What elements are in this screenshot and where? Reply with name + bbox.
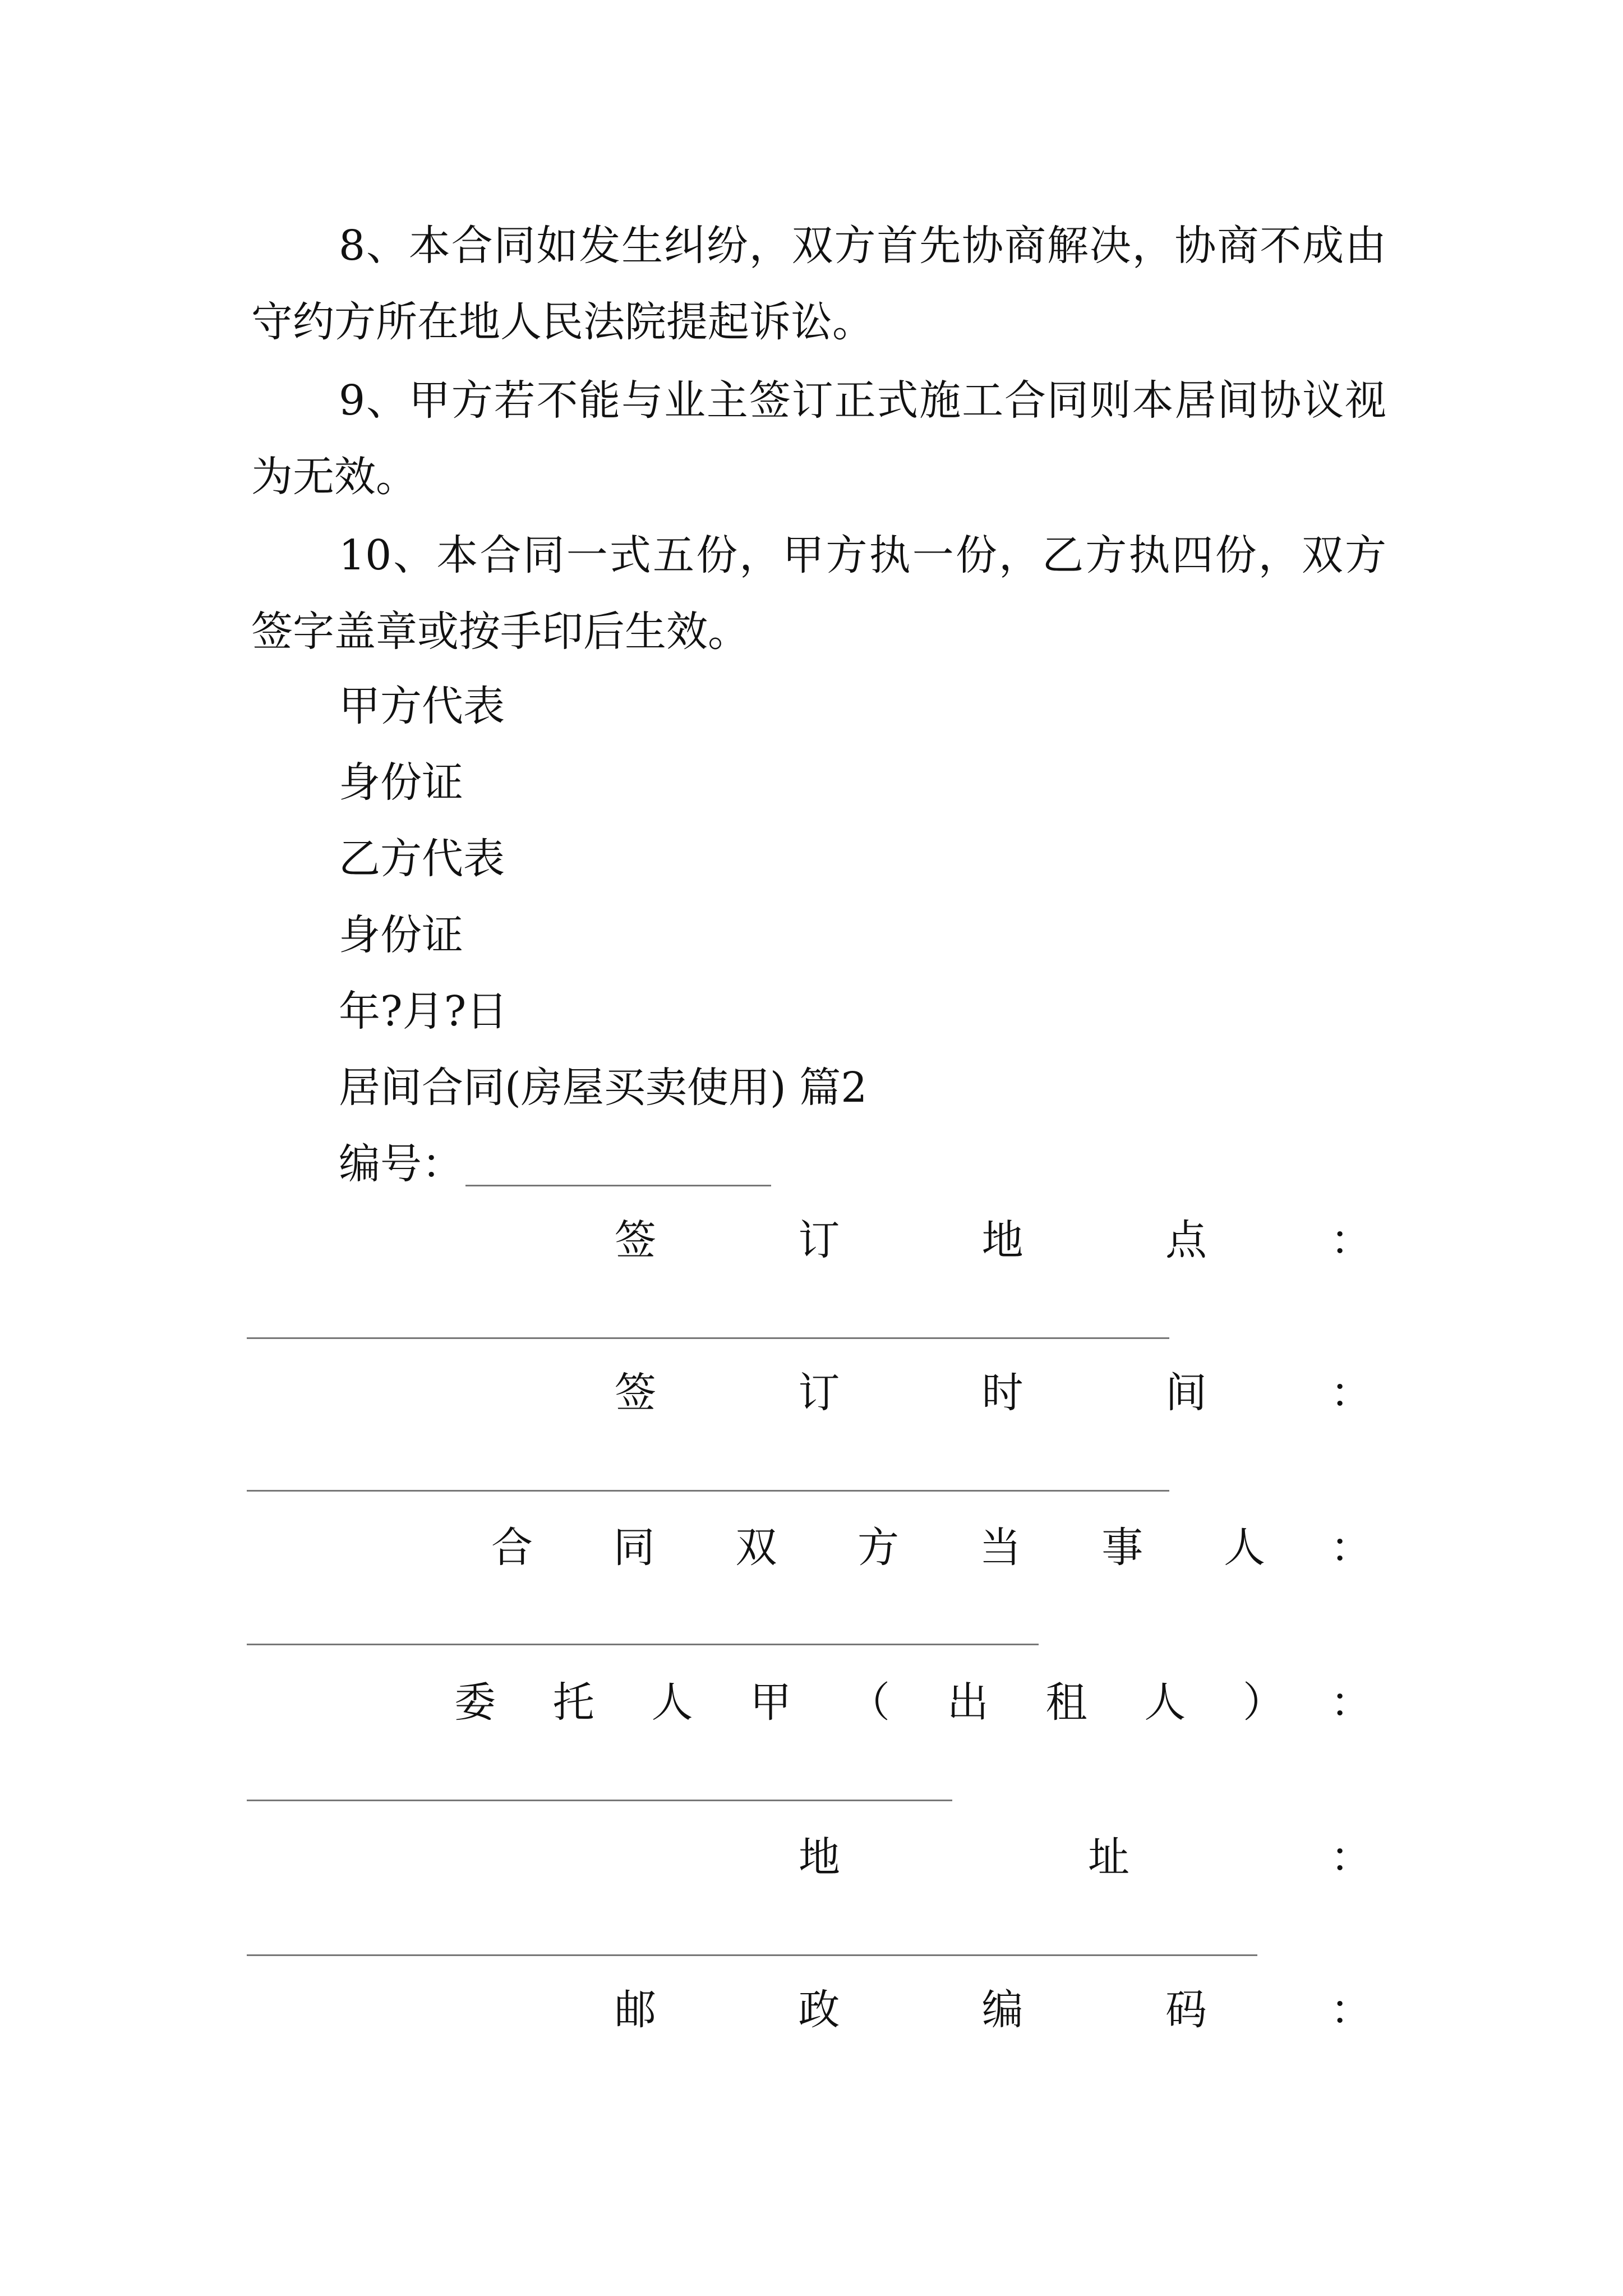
field-label-char: 同 xyxy=(613,1524,655,1572)
date-line: 年?月?日 xyxy=(339,987,508,1036)
field-label-char: 签 xyxy=(615,1216,656,1264)
field-label-char: 人 xyxy=(1223,1524,1265,1572)
field-label-char: 甲 xyxy=(750,1678,792,1727)
address-label xyxy=(799,1833,1129,1881)
section-2-title: 居间合同(房屋买卖使用) 篇2 xyxy=(339,1064,868,1112)
client-a-label xyxy=(454,1678,1284,1727)
postcode-colon: ： xyxy=(1330,1986,1372,2034)
field-label-char: ） xyxy=(1243,1678,1284,1727)
field-label-char: （ xyxy=(849,1678,890,1727)
contract-number-blank xyxy=(465,1185,771,1186)
field-label-char: 方 xyxy=(857,1524,899,1572)
field-label-char: 租 xyxy=(1045,1678,1087,1727)
sign-time-label xyxy=(615,1369,1207,1417)
sign-place-blank xyxy=(247,1337,1169,1339)
field-label-char: 地 xyxy=(799,1833,840,1881)
party-a-id-label: 身份证 xyxy=(339,758,463,807)
parties-blank xyxy=(247,1644,1039,1645)
sign-time-colon: ： xyxy=(1330,1369,1372,1417)
field-label-char: 订 xyxy=(798,1216,840,1264)
clause-9: 9、甲方若不能与业主签订正式施工合同则本居间协议视为无效。 xyxy=(251,376,1386,501)
field-label-char: 当 xyxy=(979,1524,1021,1572)
field-label-char: 签 xyxy=(615,1369,656,1417)
field-label-char: 间 xyxy=(1165,1369,1207,1417)
field-label-char: 双 xyxy=(735,1524,777,1572)
field-label-char: 订 xyxy=(798,1369,840,1417)
client-a-blank xyxy=(247,1800,952,1801)
field-label-char: 人 xyxy=(651,1678,693,1727)
field-label-char: 点 xyxy=(1165,1216,1207,1264)
field-label-char: 委 xyxy=(454,1678,496,1727)
field-label-char: 邮 xyxy=(615,1986,656,2034)
field-label-char: 地 xyxy=(981,1216,1023,1264)
sign-time-blank xyxy=(247,1490,1169,1492)
field-label-char: 人 xyxy=(1144,1678,1186,1727)
clause-10: 10、本合同一式五份，甲方执一份，乙方执四份，双方签字盖章或按手印后生效。 xyxy=(251,531,1386,656)
address-colon: ： xyxy=(1330,1833,1372,1881)
field-label-char: 码 xyxy=(1165,1986,1207,2034)
parties-colon: ： xyxy=(1330,1524,1372,1572)
address-blank xyxy=(247,1954,1257,1956)
field-label-char: 时 xyxy=(981,1369,1023,1417)
field-label-char: 合 xyxy=(491,1524,533,1572)
sign-place-label xyxy=(615,1216,1207,1264)
contract-number-label: 编号： xyxy=(339,1140,463,1188)
field-label-char: 编 xyxy=(981,1986,1023,2034)
postcode-label xyxy=(615,1986,1207,2034)
field-label-char: 出 xyxy=(947,1678,989,1727)
field-label-char: 托 xyxy=(552,1678,594,1727)
clause-8: 8、本合同如发生纠纷，双方首先协商解决，协商不成由守约方所在地人民法院提起诉讼。 xyxy=(251,222,1386,346)
field-label-char: 址 xyxy=(1088,1833,1129,1881)
parties-label xyxy=(491,1524,1265,1572)
field-label-char: 事 xyxy=(1101,1524,1144,1572)
field-label-char: 政 xyxy=(798,1986,840,2034)
party-a-rep-label: 甲方代表 xyxy=(339,682,505,730)
party-b-rep-label: 乙方代表 xyxy=(339,835,505,883)
client-a-colon: ： xyxy=(1330,1678,1372,1727)
party-b-id-label: 身份证 xyxy=(339,911,463,959)
sign-place-colon: ： xyxy=(1330,1216,1372,1264)
